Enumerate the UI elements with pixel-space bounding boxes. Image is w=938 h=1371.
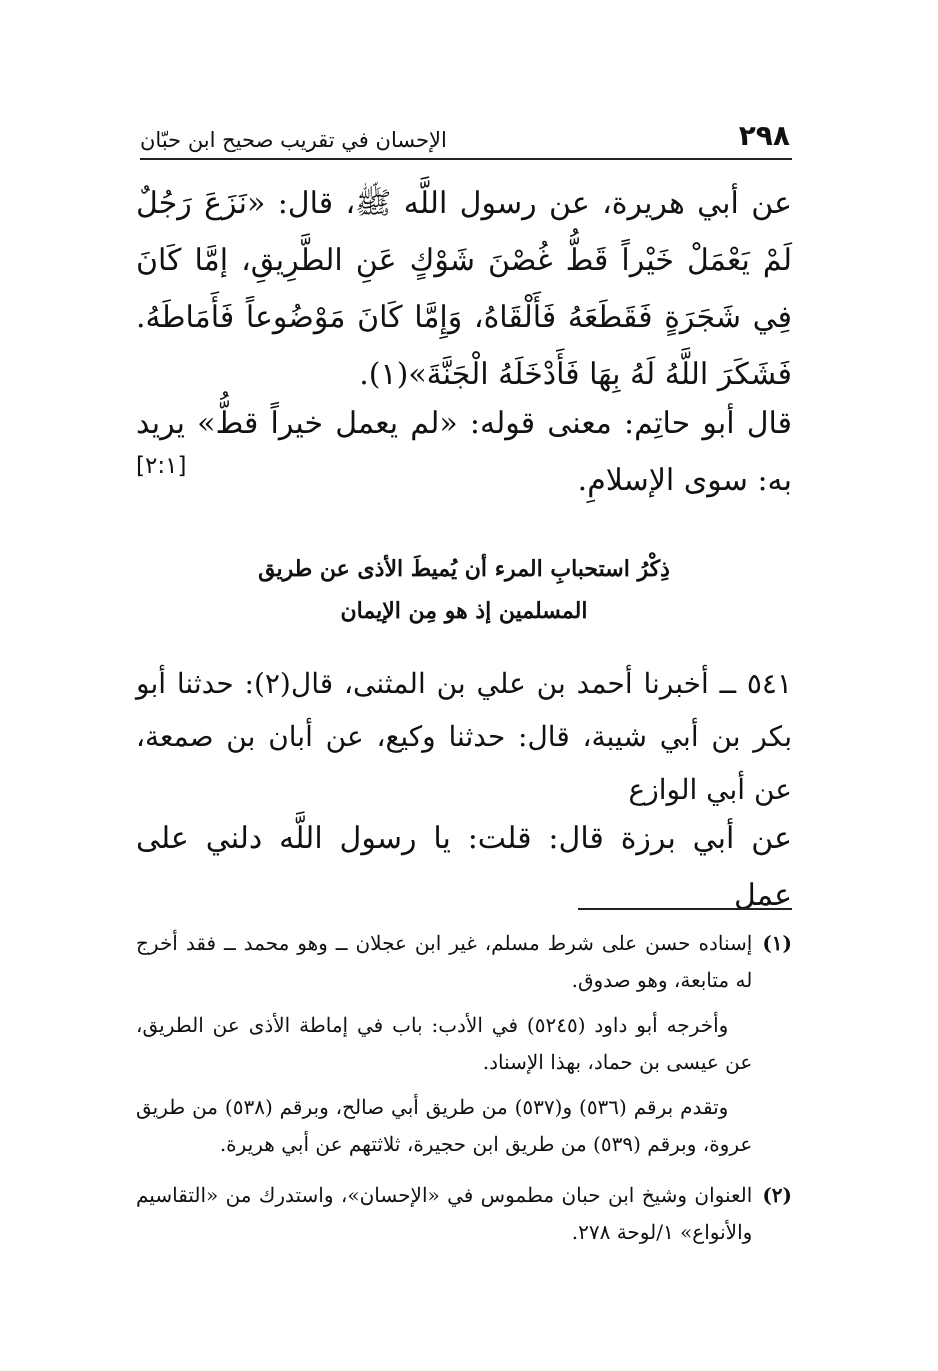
footnote-2: [136, 1177, 792, 1259]
footnote-text: العنوان وشيخ ابن حبان مطموس في «الإحسان»، واستدرك من «التقاسيم والأنواع» ١/لوحة ٢٧٨.: [136, 1183, 753, 1244]
section-heading: [136, 548, 792, 632]
footnotes: [136, 925, 792, 1265]
commentary-paragraph: قال أبو حاتِم: معنى قوله: «لم يعمل خيراً قطُّ» يريد به: سوى الإسلامِ.: [136, 406, 792, 498]
running-title: الإحسان في تقريب صحيح ابن حبّان: [140, 128, 447, 152]
footnote-text: وتقدم برقم (٥٣٦) و(٥٣٧) من طريق أبي صالح، وبرقم (٥٣٨) من طريق عروة، وبرقم (٥٣٩) من طريق ابن حجيرة، ثلاثتهم عن أبي هريرة.: [136, 1095, 753, 1156]
footnote-1: [136, 925, 792, 1171]
footnote-separator: [578, 908, 792, 910]
page-number: ٢٩٨: [738, 119, 790, 152]
page-header: [140, 112, 790, 152]
hadith-paragraph-2: عن أبي برزة قال: قلت: يا رسول اللَّه دلني على عمل: [136, 821, 792, 913]
header-rule: [140, 158, 792, 160]
section-heading-line-2: المسلمين إذ هو مِن الإيمان: [340, 598, 588, 624]
isnad-paragraph: ٥٤١ ــ أخبرنا أحمد بن علي بن المثنى، قال(٢): حدثنا أبو بكر بن أبي شيبة، قال: حدثنا وكيع، عن أبان بن صمعة، عن أبي الوازع: [136, 667, 792, 806]
section-heading-line-1: ذِكْرُ استحبابِ المرء أن يُميطَ الأذى عن طريق: [258, 556, 670, 582]
footnote-text: إسناده حسن على شرط مسلم، غير ابن عجلان ــ وهو محمد ــ فقد أخرج له متابعة، وهو صدوق.: [136, 931, 753, 992]
footnote-number: (٢): [762, 1183, 792, 1207]
reference-code: [٢:١]: [136, 453, 187, 479]
hadith-paragraph: عن أبي هريرة، عن رسول اللَّه ﷺ، قال: «نَزَعَ رَجُلٌ لَمْ يَعْمَلْ خَيْراً قَطُّ غُصْنَ شَوْكٍ عَنِ الطَّرِيقِ، إمَّا كَانَ فِي شَجَرَةٍ فَقَطَعَهُ فَأَلْقَاهُ، وَإِمَّا كَانَ مَوْضُوعاً فَأَمَاطَهُ. فَشَكَرَ اللَّهُ لَهُ بِهَا فَأَدْخَلَهُ الْجَنَّةَ»(١).: [136, 186, 792, 392]
footnote-number: (١): [762, 931, 792, 955]
footnote-text: وأخرجه أبو داود (٥٢٤٥) في الأدب: باب في إماطة الأذى عن الطريق، عن عيسى بن حماد، بهذا الإسناد.: [136, 1013, 753, 1074]
